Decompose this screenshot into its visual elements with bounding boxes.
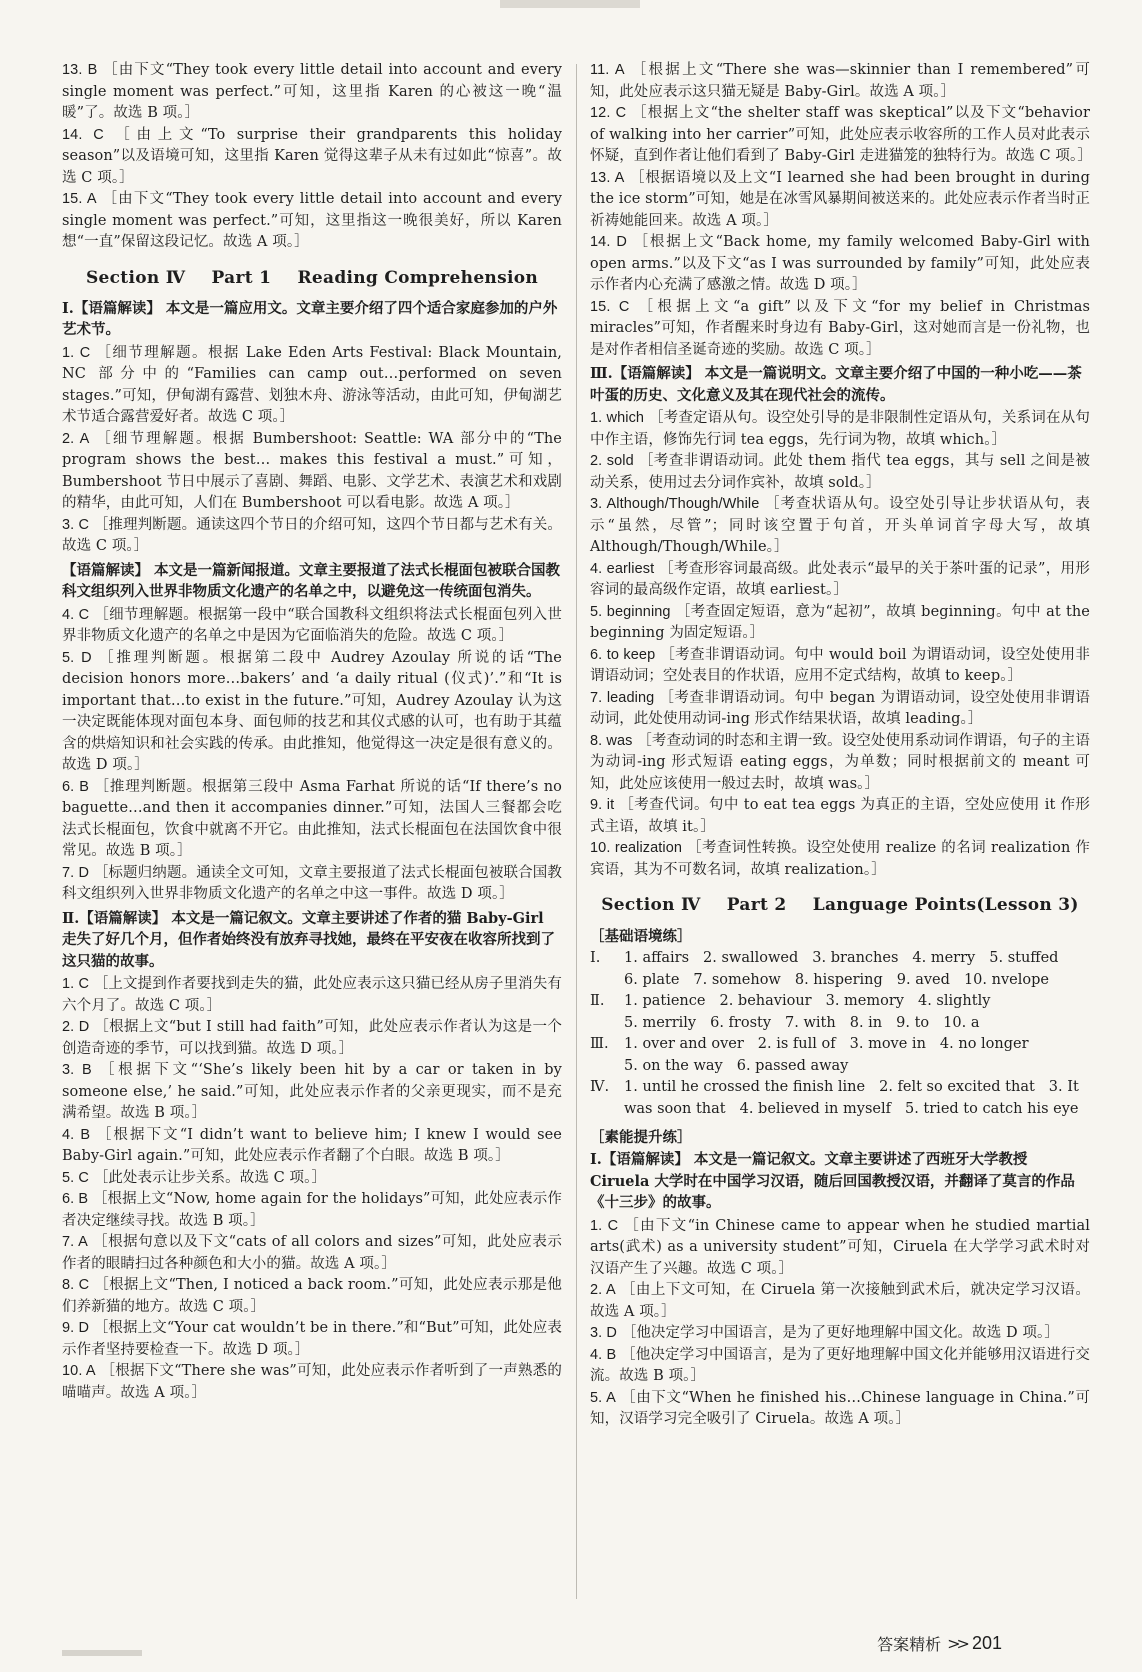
answer-entry: [590, 408, 1090, 451]
basic-answer-item: 2. behaviour: [719, 993, 812, 1009]
answer-number: 12. C: [590, 105, 627, 121]
answer-entry: [62, 343, 562, 429]
answer-entry: [62, 1017, 562, 1060]
answer-entry: [590, 1280, 1090, 1323]
answer-number: 15. C: [590, 298, 630, 315]
answer-entry: [62, 1275, 562, 1318]
basic-answer-item: 3. move in: [849, 1036, 926, 1052]
answer-entry: [62, 777, 562, 863]
answer-entry: [62, 1189, 562, 1232]
answer-explanation: ［根据上文“but I still had faith”可知，此处应表示作者认为这是一个创造奇迹的季节，可以找到猫。故选 D 项。］: [62, 1019, 562, 1057]
answer-explanation: ［考查形容词最高级。此处表示“最早的关于茶叶蛋的记录”，用形容词的最高级作定语，故填 earliest。］: [590, 560, 1090, 598]
answer-entry: [590, 494, 1090, 559]
answer-number: 2. D: [62, 1019, 90, 1035]
basic-answer-row: [590, 1013, 1090, 1035]
answer-number: 9. D: [62, 1320, 90, 1336]
answer-entry: [62, 125, 562, 190]
basic-answer-item: 4. believed in myself: [739, 1100, 891, 1117]
basic-answer-item: 6. passed away: [736, 1057, 849, 1074]
answer-explanation: ［推理判断题。根据第二段中 Audrey Azoulay 所说的话“The decision honors more…bakers’ and ‘a daily ritual (仪式)’.”和“It is important that…to exist in the future.”可知，Audrey Azoulay 认为这一决定既能体现对面包本身、面包师的技艺和其仪式感的认可，也有助于其蕴含的烘焙知识和社会实践的传承。由此推知，他觉得这一决定是很有意义的。故选 D 项。］: [62, 649, 562, 773]
answer-number: 5. A: [590, 1389, 616, 1406]
answer-number: 2. sold: [590, 453, 634, 469]
answer-entry: [62, 1361, 562, 1404]
answer-explanation: ［由下文“They took every little detail into account and every single moment was perfect.”可知，这里指这一晚很美好，所以 Karen 想“一直”保留这段记忆。故选 A 项。］: [62, 191, 562, 250]
answer-number: 5. C: [62, 1169, 89, 1186]
answer-number: 5. D: [62, 649, 92, 666]
grammar-answers: [590, 408, 1090, 881]
answer-explanation: ［由上下文可知，在 Ciruela 第一次接触到武术后，就决定学习汉语。故选 A 项。］: [590, 1282, 1090, 1320]
answer-number: 10. A: [62, 1363, 96, 1379]
basic-answer-row: [590, 970, 1090, 992]
answer-entry: [62, 515, 562, 558]
part-label: Part 1: [211, 267, 272, 288]
answer-number: 6. B: [62, 1191, 89, 1207]
answer-entry: [590, 731, 1090, 796]
basic-answer-item: 1. until he crossed the finish line: [624, 1079, 866, 1095]
basic-answer-item: 3. branches: [812, 950, 899, 966]
basic-answer-item: 2. swallowed: [703, 950, 799, 966]
answer-number: 4. C: [62, 606, 90, 623]
answer-entry: [62, 429, 562, 515]
right-column: [590, 60, 1090, 1431]
answer-explanation: ［考查非谓语动词。此处 them 指代 tea eggs，其与 sell 之间是被动关系，使用过去分词作宾补，故填 sold。］: [590, 453, 1091, 491]
answer-number: 13. B: [62, 62, 98, 78]
advanced-practice-label: ［素能提升练］: [590, 1129, 692, 1146]
answer-number: 7. leading: [590, 689, 655, 706]
basic-answer-item: 7. with: [785, 1014, 836, 1031]
basic-answer-item: was soon that: [624, 1100, 726, 1117]
answer-explanation: ［考查代词。句中 to eat tea eggs 为真正的主语，空处应使用 it 作形式主语，故填 it。］: [590, 797, 1090, 835]
answer-number: 15. A: [62, 191, 97, 207]
answer-entry: [590, 602, 1090, 645]
roman-numeral: Ⅳ.: [590, 1079, 610, 1095]
answer-explanation: ［由下文“They took every little detail into account and every single moment was perfect.”可知，这里指 Karen 的心被这一晚“温暖”了。故选 B 项。］: [62, 62, 562, 121]
answer-entry: [590, 838, 1090, 881]
bottom-edge-mark: [62, 1650, 142, 1656]
section-title: Reading Comprehension: [297, 267, 539, 288]
answer-explanation: ［考查定语从句。设空处引导的是非限制性定语从句，关系词在从句中作主语，修饰先行词 tea eggs，先行词为物，故填 which。］: [590, 410, 1091, 448]
answer-explanation: ［根据上文“Then, I noticed a back room.”可知，此处应表示那是他们养新猫的地方。故选 C 项。］: [62, 1277, 562, 1315]
answer-entry: [590, 645, 1090, 688]
answer-explanation: ［根据下文“I didn’t want to believe him; I knew I would see Baby-Girl again.”可知，此处应表示作者翻了个白眼。故选 B 项。］: [62, 1126, 562, 1164]
answer-number: 3. C: [62, 516, 90, 533]
answer-entry: [590, 168, 1090, 233]
answer-entry: [62, 1168, 562, 1190]
basic-answer-item: 4. no longer: [939, 1036, 1029, 1052]
answer-entry: [590, 559, 1090, 602]
basic-answer-item: 1. over and over: [624, 1036, 744, 1052]
answer-explanation: ［考查固定短语，意为“起初”，故填 beginning。句中 at the beginning 为固定短语。］: [590, 603, 1090, 641]
footer-label: 答案精析: [877, 1635, 942, 1654]
answer-number: 2. A: [62, 430, 90, 447]
basic-answer-item: 6. frosty: [710, 1014, 772, 1031]
answer-entry: [62, 605, 562, 648]
basic-answer-item: 5. merrily: [624, 1014, 697, 1031]
answer-entry: [62, 189, 562, 254]
basic-answer-row: [590, 991, 1090, 1013]
basic-answer-item: 2. is full of: [757, 1036, 836, 1052]
answer-number: 3. D: [590, 1325, 617, 1341]
passage-intro-1: Ⅰ.【语篇解读】 本文是一篇应用文。文章主要介绍了四个适合家庭参加的户外艺术节。: [62, 299, 558, 338]
answer-entry: [590, 232, 1090, 297]
answer-explanation: ［根据上文“Back home, my family welcomed Baby-Girl with open arms.”以及下文“as I was surrounded by family”可知，此处应表示作者内心充满了感激之情。故选 D 项。］: [590, 234, 1090, 293]
page-number: 201: [971, 1633, 1002, 1653]
answer-entry: [590, 1216, 1090, 1281]
basic-answer-item: 7. somehow: [693, 971, 781, 988]
basic-answer-row: [590, 948, 1090, 970]
answer-explanation: ［根据下文“‘She’s likely been hit by a car or taken in by someone else,’ he said.”可知，此处应表示作者的父亲更现实，而不是充满希望。故选 B 项。］: [62, 1062, 562, 1121]
answer-explanation: ［此处表示让步关系。故选 C 项。］: [93, 1169, 327, 1186]
answer-number: 1. C: [62, 344, 91, 361]
answer-entry: [590, 451, 1090, 494]
basic-answer-item: 9. aved: [896, 971, 950, 988]
basic-answer-item: 8. hispering: [794, 971, 883, 988]
roman-numeral: Ⅰ.: [590, 950, 601, 966]
answer-entry: [62, 1125, 562, 1168]
basic-answer-row: [590, 1034, 1090, 1056]
basic-answer-item: 10. a: [943, 1014, 980, 1031]
answer-explanation: ［他决定学习中国语言，是为了更好地理解中国文化并能够用汉语进行交流。故选 B 项。］: [590, 1346, 1090, 1384]
basic-practice-label: ［基础语境练］: [590, 928, 692, 945]
basic-answer-item: 1. patience: [624, 993, 706, 1009]
answer-entry: [590, 688, 1090, 731]
answer-entry: [62, 863, 562, 906]
basic-answer-item: 1. affairs: [624, 950, 690, 966]
answer-explanation: ［细节理解题。根据 Lake Eden Arts Festival: Black Mountain, NC 部分中的“Families can camp out…performed on seven stages.”可知，伊甸湖有露营、划独木舟、游泳等活动，由此可知，伊甸湖艺术节适合露营爱好者。故选 C 项。］: [62, 344, 563, 425]
answer-explanation: ［由上文“To surprise their grandparents this holiday season”以及语境可知，这里指 Karen 觉得这辈子从未有过如此“惊喜”。故选 C 项。］: [62, 126, 562, 186]
answer-explanation: ［根据句意以及下文“cats of all colors and sizes”可知，此处应表示作者的眼睛扫过各种颜色和大小的猫。故选 A 项。］: [62, 1234, 562, 1272]
answer-entry: [62, 1060, 562, 1125]
reading-answers-2: [62, 605, 562, 906]
basic-answer-item: 8. in: [849, 1014, 883, 1031]
reading-answers-4: [590, 1216, 1090, 1431]
page-footer: [877, 1632, 1002, 1655]
reading-answers-1: [62, 343, 562, 558]
answer-number: 8. C: [62, 1277, 90, 1293]
answer-explanation: ［由下文“in Chinese came to appear when he studied martial arts(武术) as a university student”可知，Ciruela 在大学学习武术时对汉语产生了兴趣。故选 C 项。］: [590, 1217, 1090, 1277]
section-title-2: Language Points(Lesson 3): [812, 895, 1079, 915]
passage-intro-2: 【语篇解读】 本文是一篇新闻报道。文章主要报道了法式长棍面包被联合国教科文组织列入世界非物质文化遗产的名单之中，以避免这一传统面包消失。: [62, 561, 561, 600]
section-label-2: Section Ⅳ: [601, 895, 701, 915]
answer-explanation: ［细节理解题。根据 Bumbershoot: Seattle: WA 部分中的“The program shows the best… makes this festival a must.”可知，Bumbershoot 节日中展示了喜剧、舞蹈、电影、文学艺术、表演艺术和戏剧的精华，由此可知，人们在 Bumbershoot 可以看电影。故选 A 项。］: [62, 430, 562, 511]
answer-entry: [62, 1318, 562, 1361]
answer-explanation: ［根据上文“a gift”以及下文“for my belief in Christmas miracles”可知，作者醒来时身边有 Baby-Girl，这对她而言是一份礼物，也是对作者相信圣诞奇迹的奖励。故选 C 项。］: [590, 298, 1090, 358]
basic-answer-item: 5. on the way: [624, 1057, 723, 1074]
answer-explanation: ［根据上文“There she was—skinnier than I remembered”可知，此处应表示这只猫无疑是 Baby-Girl。故选 A 项。］: [590, 62, 1090, 100]
answer-number: 8. was: [590, 732, 633, 749]
answer-number: 11. A: [590, 62, 625, 78]
basic-answer-item: 4. slightly: [917, 993, 991, 1009]
answer-number: 1. which: [590, 410, 645, 426]
basic-answer-row: [590, 1077, 1090, 1099]
passage-intro-5: Ⅰ.【语篇解读】 本文是一篇记叙文。文章主要讲述了西班牙大学教授 Ciruela 大学时在中国学习汉语，随后回国教授汉语，并翻译了莫言的作品《十三步》的故事。: [590, 1151, 1075, 1211]
answer-number: 4. earliest: [590, 560, 655, 577]
answer-number: 1. C: [62, 976, 90, 992]
reading-answers-3: [62, 974, 562, 1404]
answer-entry: [62, 1232, 562, 1275]
answer-entry: [590, 1323, 1090, 1345]
answer-entry: [590, 60, 1090, 103]
answer-number: 6. to keep: [590, 646, 656, 663]
basic-practice-answers: [590, 948, 1090, 1120]
answer-number: 7. D: [62, 864, 90, 881]
answer-number: 10. realization: [590, 840, 683, 856]
roman-numeral: Ⅱ.: [590, 993, 605, 1009]
basic-answer-item: 5. tried to catch his eye: [904, 1100, 1079, 1117]
answer-number: 5. beginning: [590, 603, 671, 620]
basic-answer-row: [590, 1099, 1090, 1121]
answer-explanation: ［考查非谓语动词。句中 began 为谓语动词，设空处使用非谓语动词，此处使用动词-ing 形式作结果状语，故填 leading。］: [590, 689, 1090, 727]
answer-number: 14. C: [62, 126, 104, 143]
answer-entry: [590, 1388, 1090, 1431]
answer-explanation: ［细节理解题。根据第一段中“联合国教科文组织将法式长棍面包列入世界非物质文化遗产的名单之中是因为它面临消失的危险。故选 C 项。］: [62, 606, 562, 644]
section-heading-part1: [62, 268, 562, 288]
answer-entry: [590, 1345, 1090, 1388]
answer-explanation: ［推理判断题。通读这四个节日的介绍可知，这四个节日都与艺术有关。故选 C 项。］: [62, 516, 562, 554]
column-divider: [576, 64, 577, 1599]
basic-answer-item: 6. plate: [624, 971, 680, 988]
answer-explanation: ［根据语境以及上文“I learned she had been brought in during the ice storm”可知，她是在冰雪风暴期间被送来的。此处应表示作者当时正祈祷她能回来。故选 A 项。］: [590, 169, 1090, 229]
answer-entry: [62, 648, 562, 777]
answer-number: 7. A: [62, 1234, 88, 1250]
answer-explanation: ［根据下文“There she was”可知，此处应表示作者听到了一声熟悉的喵喵声。故选 A 项。］: [62, 1363, 562, 1401]
section-heading-part2: [590, 895, 1090, 915]
answer-explanation: ［推理判断题。根据第三段中 Asma Farhat 所说的话“If there’s no baguette…and then it accompanies dinner.”可知，法国人三餐都会吃法式长棍面包，饮食中就离不开它。由此推知，法式长棍面包在法国饮食中很常见。故选 B 项。］: [62, 778, 562, 859]
answer-explanation: ［标题归纳题。通读全文可知，文章主要报道了法式长棍面包被联合国教科文组织列入世界非物质文化遗产的名单之中这一事件。故选 D 项。］: [62, 864, 562, 902]
answer-explanation: ［考查状语从句。设空处引导让步状语从句，表示“虽然，尽管”；同时该空置于句首，开头单词首字母大写，故填 Although/Though/While。］: [590, 496, 1090, 555]
reading-answers-3-continued: [590, 60, 1090, 361]
basic-answer-item: 10. nvelope: [963, 971, 1049, 988]
roman-numeral: Ⅲ.: [590, 1036, 609, 1052]
answer-number: 6. B: [62, 778, 89, 795]
part-label-2: Part 2: [726, 895, 787, 915]
answer-number: 14. D: [590, 234, 627, 250]
top-edge-mark: [500, 0, 640, 8]
answer-entry: [62, 60, 562, 125]
answer-number: 2. A: [590, 1282, 616, 1298]
basic-answer-row: [590, 1056, 1090, 1078]
section-label: Section Ⅳ: [85, 267, 186, 288]
answer-number: 9. it: [590, 797, 615, 813]
answer-explanation: ［考查词性转换。设空处使用 realize 的名词 realization 作宾语，其为不可数名词，故填 realization。］: [590, 840, 1090, 878]
answer-explanation: ［根据上文“Your cat wouldn’t be in there.”和“But”可知，此处应表示作者坚持要检查一下。故选 D 项。］: [62, 1320, 562, 1358]
answer-entry: [590, 795, 1090, 838]
answer-explanation: ［他决定学习中国语言，是为了更好地理解中国文化。故选 D 项。］: [621, 1325, 1060, 1341]
basic-answer-item: 3. It: [1048, 1079, 1079, 1095]
answer-entry: [590, 103, 1090, 168]
answer-number: 4. B: [590, 1346, 617, 1363]
answer-number: 3. B: [62, 1062, 92, 1078]
basic-answer-item: 5. stuffed: [989, 950, 1059, 966]
answer-explanation: ［根据上文“the shelter staff was skeptical”以及下文“behavior of walking into her carrier”可知，此处应表示收容所的工作人员对此表示怀疑，直到作者让他们看到了 Baby-Girl 走进猫笼的独特行为。故选 C 项。］: [590, 105, 1092, 164]
basic-answer-item: 2. felt so excited that: [879, 1079, 1035, 1095]
answer-number: 1. C: [590, 1217, 619, 1234]
answer-number: 13. A: [590, 169, 625, 186]
passage-intro-4: Ⅲ.【语篇解读】 本文是一篇说明文。文章主要介绍了中国的一种小吃——茶叶蛋的历史、文化意义及其在现代社会的流传。: [590, 365, 1082, 404]
answer-explanation: ［上文提到作者要找到走失的猫，此处应表示这只猫已经从房子里消失有六个月了。故选 C 项。］: [62, 976, 562, 1014]
answer-entry: [590, 297, 1090, 362]
answer-explanation: ［由下文“When he finished his…Chinese language in China.”可知，汉语学习完全吸引了 Ciruela。故选 A 项。］: [590, 1389, 1090, 1427]
answer-number: 3. Although/Though/While: [590, 496, 760, 512]
answer-entry: [62, 974, 562, 1017]
basic-answer-item: 9. to: [896, 1014, 930, 1031]
basic-answer-item: 4. merry: [912, 950, 976, 966]
answer-explanation: ［考查动词的时态和主谓一致。设空处使用系动词作谓语，句子的主语为动词-ing 形式短语 eating eggs，为单数；同时根据前文的 meant 可知，此处应该使用一般过去时，故填 was。］: [590, 732, 1090, 792]
basic-answer-item: 3. memory: [825, 993, 904, 1009]
answer-number: 4. B: [62, 1126, 91, 1143]
left-column: [62, 60, 562, 1404]
answer-explanation: ［考查非谓语动词。句中 would boil 为谓语动词，设空处使用非谓语动词；空处表目的作状语，应用不定式结构，故填 to keep。］: [590, 646, 1090, 684]
passage-intro-3: Ⅱ.【语篇解读】 本文是一篇记叙文。文章主要讲述了作者的猫 Baby-Girl 走失了好几个月，但作者始终没有放弃寻找她，最终在平安夜在收容所找到了这只猫的故事。: [62, 909, 555, 970]
answer-explanation: ［根据上文“Now, home again for the holidays”可知，此处应表示作者决定继续寻找。故选 B 项。］: [62, 1191, 562, 1229]
double-chevron-icon: >>: [947, 1634, 966, 1653]
answers-top-list: [62, 60, 562, 254]
